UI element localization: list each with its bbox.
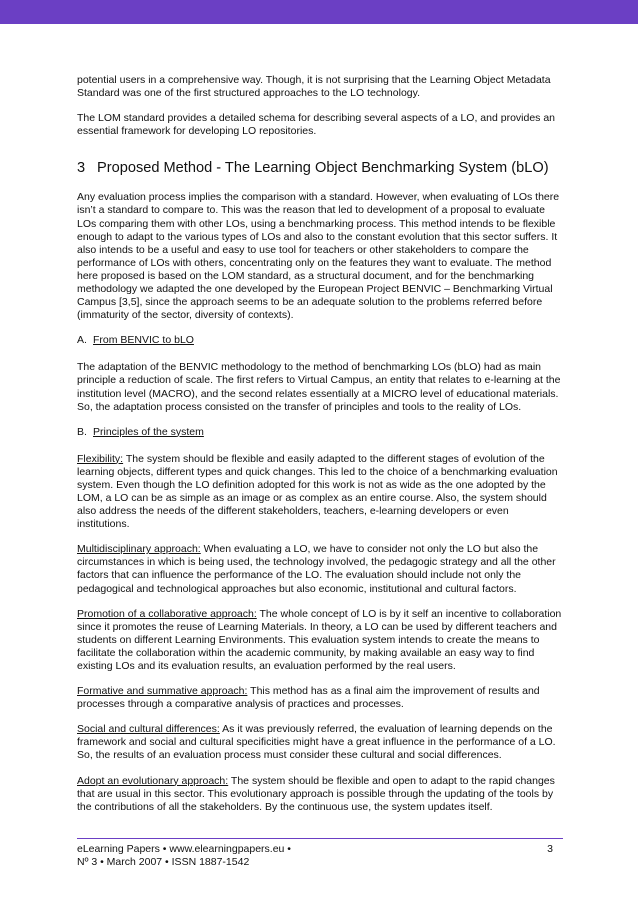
principle-text: The system should be flexible and open to adapt to the rapid changes that are usual in this sector. This evolutionary approach is possible through the updating of the tools by the contributions of all the stakeholders. By the continuous use, the system updates itself. <box>77 774 555 813</box>
footer-divider <box>77 838 563 839</box>
subsection-letter: B. <box>77 425 87 438</box>
section-title: Proposed Method - The Learning Object Benchmarking System (bLO) <box>97 160 549 177</box>
intro-paragraph: potential users in a comprehensive way. Though, it is not surprising that the Learning Object Metadata Standard was one of the first structured approaches to the LO technology. <box>77 74 551 100</box>
principle-term: Multidisciplinary approach: <box>77 543 201 556</box>
principle-term: Promotion of a collaborative approach: <box>77 607 257 620</box>
section-paragraph: Any evaluation process implies the comparison with a standard. However, when evaluating of LOs there isn’t a standard to compare to. This was the reason that led to development of a proposal to evaluate LOs comparing them with other LOs, using a benchmarking process. This method intends to be flexible enough to adapt to the various types of LOs and also to the constant evolution that this sector suffers. It also intends to be a useful and easy to use tool for teachers or other stakeholders to compare the performance of LOs with others, concentrating only on the features they want to evaluate. The method here proposed is based on the LOM standard, as a structural document, and for the benchmarking methodology we adapted the one developed by the European Project BENVIC – Benchmarking Virtual Campus [3,5], since the approach seems to be an adequate solution to the problems referred before (immaturity of the sector, diversity of contexts). <box>77 191 560 322</box>
principle-term: Formative and summative approach: <box>77 685 248 698</box>
section-heading <box>77 160 563 177</box>
principle-text: The system should be flexible and easily adapted to the different stages of evolution of the learning objects, different types and quick changes. This led to the choice of a benchmarking evaluation system. Even though the LO definition adopted for this work is not as wide as the one adopted by the LOM, a LO can be as simple as an image or as complex as an entire course. Also, the system should also address the needs of the different stakeholders, teachers, e-learning developers or even institutions. <box>77 452 558 531</box>
page-body <box>77 74 563 826</box>
principle-paragraph <box>77 685 563 711</box>
principle-text: As it was previously referred, the evaluation of learning depends on the framework and social and cultural specificities might have a great influence in the performance of a LO. So, the results of an evaluation process must consider these cultural and social differences. <box>77 723 556 762</box>
section-number: 3 <box>77 160 86 177</box>
page-number: 3 <box>547 843 553 855</box>
principle-paragraph <box>77 543 563 595</box>
principle-text: This method has as a final aim the improvement of results and processes through a comparative analysis of practices and processes. <box>77 685 540 711</box>
principle-term: Flexibility: <box>77 452 124 465</box>
principle-text: When evaluating a LO, we have to consider not only the LO but also the circumstances in which is being used, the technology involved, the pedagogic strategy and all the other factors that can influence the performance of the LO. The evaluation should include not only the pedagogical and technological approaches but also economic, institutional and cultural factors. <box>77 543 556 595</box>
intro-paragraph: The LOM standard provides a detailed schema for describing several aspects of a LO, and provides an essential framework for developing LO repositories. <box>77 112 556 138</box>
principle-paragraph <box>77 723 563 762</box>
principle-paragraph <box>77 608 563 673</box>
page-footer <box>77 843 563 869</box>
subsection-paragraph: The adaptation of the BENVIC methodology to the method of benchmarking LOs (bLO) had as main principle a reduction of scale. The first refers to Virtual Campus, an entity that relates to e-learning at the institution level (MACRO), and the second relates essentially at a MICRO level of educational materials. So, the adaptation process consisted on the transfer of principles and tools to the reality of LOs. <box>77 361 561 413</box>
subsection-heading-a <box>77 334 563 347</box>
header-band <box>0 0 638 24</box>
footer-publication-line: eLearning Papers • www.elearningpapers.eu • <box>77 843 291 855</box>
subsection-heading-b <box>77 426 563 439</box>
principle-paragraph <box>77 775 563 814</box>
subsection-title: From BENVIC to bLO <box>93 334 194 347</box>
principle-paragraph <box>77 453 563 532</box>
principle-term: Adopt an evolutionary approach: <box>77 774 229 787</box>
principle-text: The whole concept of LO is by it self an incentive to collaboration since it promotes the reuse of Learning Materials. In theory, a LO can be used by different teachers and students on different Learning Environments. This evaluation system intends to create the means to facilitate the collaboration within the academic community, by making available an easy way to find existing LOs and its evaluation results, an evaluation performed by the real users. <box>77 607 562 672</box>
subsection-title: Principles of the system <box>93 425 204 438</box>
footer-issue-line: Nº 3 • March 2007 • ISSN 1887-1542 <box>77 856 250 869</box>
subsection-letter: A. <box>77 334 87 347</box>
principle-term: Social and cultural differences: <box>77 723 220 736</box>
